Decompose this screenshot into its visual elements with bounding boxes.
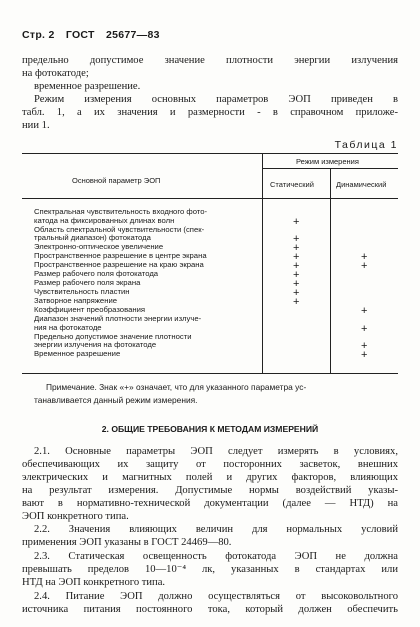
- standard-number: 25677—83: [105, 29, 160, 41]
- body-line: электрических и магнитных полей и других факторов, влияющих: [22, 472, 398, 483]
- header-dynamic: Динамический: [336, 180, 387, 189]
- intro-line: нии 1.: [22, 120, 50, 131]
- dynamic-mark: +: [361, 251, 368, 264]
- dynamic-mark: +: [361, 322, 368, 335]
- table-row-label: Пространственное разрешение в центре экрана: [34, 251, 207, 261]
- intro-line: табл. 1, а их значения и размерности - в справочном приложе-: [22, 107, 398, 118]
- standard-label: ГОСТ: [65, 29, 95, 41]
- static-mark: +: [293, 242, 300, 255]
- body-line: 2.4. Питание ЭОП должно осуществляться от высоковольтного: [34, 591, 398, 602]
- dynamic-mark: +: [361, 260, 368, 273]
- body-line: на результат измерения. Допустимые нормы воздействий указы-: [22, 485, 398, 496]
- static-mark: +: [293, 278, 300, 291]
- static-mark: +: [293, 251, 300, 264]
- section-title: 2. ОБЩИЕ ТРЕБОВАНИЯ К МЕТОДАМ ИЗМЕРЕНИЙ: [101, 424, 319, 434]
- table-row-label: Электронно-оптическое увеличение: [34, 242, 164, 252]
- table-caption: Таблица 1: [334, 139, 398, 151]
- body-line: вают в нормативно-технической документации (далее — НТД) на: [22, 498, 398, 509]
- table-row-label: энергии излучения на фотокатоде: [34, 340, 157, 350]
- intro-line: на фотокатоде;: [22, 68, 89, 79]
- dynamic-mark: +: [361, 305, 368, 318]
- body-line: 2.3. Статическая освещенность фотокатода ЭОП не должна: [34, 551, 398, 562]
- table-row-label: Чувствительность пластин: [34, 287, 130, 297]
- note-line: танавливается данный режим измерения.: [34, 395, 198, 405]
- table-row-label: тральный диапазон) фотокатода: [34, 233, 151, 243]
- static-mark: +: [293, 269, 300, 282]
- table-row-label: катода на фиксированных длинах волн: [34, 215, 175, 225]
- table-row-label: Размер рабочего поля фотокатода: [34, 269, 159, 279]
- table-col-rule: [262, 153, 263, 373]
- dynamic-mark: +: [361, 340, 368, 353]
- static-mark: +: [293, 296, 300, 309]
- table-row-label: Область спектральной чувствительности (спек-: [34, 224, 205, 234]
- body-line: превышать пределов 10—10⁻⁴ лк, указанных в стандартах или: [22, 564, 398, 575]
- body-line: источника питания постоянного тока, который должен обеспечить: [22, 604, 398, 615]
- static-mark: +: [293, 287, 300, 300]
- header-static: Статический: [270, 180, 314, 189]
- intro-line: предельно допустимое значение плотности энергии излучения: [22, 55, 398, 66]
- body-line: НТД на ЭОП конкретного типа.: [22, 577, 166, 588]
- page-header: [22, 29, 168, 41]
- table-row-label: Диапазон значений плотности энергии излуче-: [34, 314, 202, 324]
- intro-line: Режим измерения основных параметров ЭОП приведен в: [34, 94, 398, 105]
- body-line: 2.1. Основные параметры ЭОП следует измерять в условиях,: [34, 446, 398, 457]
- static-mark: +: [293, 215, 300, 228]
- table-header-rule: [22, 198, 398, 199]
- table-top-rule: [22, 153, 398, 154]
- table-row-label: Предельно допустимое значение плотности: [34, 331, 192, 341]
- body-line: ЭОП конкретного типа.: [22, 511, 129, 522]
- body-line: обеспечивающих их защиту от посторонних засветок, внешних: [22, 459, 398, 470]
- table-bottom-rule: [22, 373, 398, 374]
- static-mark: +: [293, 233, 300, 246]
- table-row-label: Спектральная чувствительность входного фото-: [34, 207, 208, 216]
- table-row-label: Размер рабочего поля экрана: [34, 278, 141, 288]
- table-row-label: Затворное напряжение: [34, 296, 118, 306]
- table-row-label: Коэффициент преобразования: [34, 305, 146, 315]
- note-line: Примечание. Знак «+» означает, что для указанного параметра ус-: [46, 382, 307, 392]
- table-row-label: ния на фотокатоде: [34, 322, 102, 332]
- body-line: применения ЭОП указаны в ГОСТ 24469—80.: [22, 537, 232, 548]
- page-number: Стр. 2: [22, 29, 55, 41]
- table-row-label: Временное разрешение: [34, 349, 121, 359]
- table-col-rule: [330, 168, 331, 373]
- table-row-label: Пространственное разрешение на краю экрана: [34, 260, 204, 270]
- dynamic-mark: +: [361, 349, 368, 362]
- header-parameter: Основной параметр ЭОП: [72, 176, 161, 185]
- header-mode: Режим измерения: [296, 157, 359, 166]
- static-mark: +: [293, 260, 300, 273]
- body-line: 2.2. Значения влияющих величин для нормальных условий: [34, 524, 398, 535]
- intro-line: временное разрешение.: [34, 81, 141, 92]
